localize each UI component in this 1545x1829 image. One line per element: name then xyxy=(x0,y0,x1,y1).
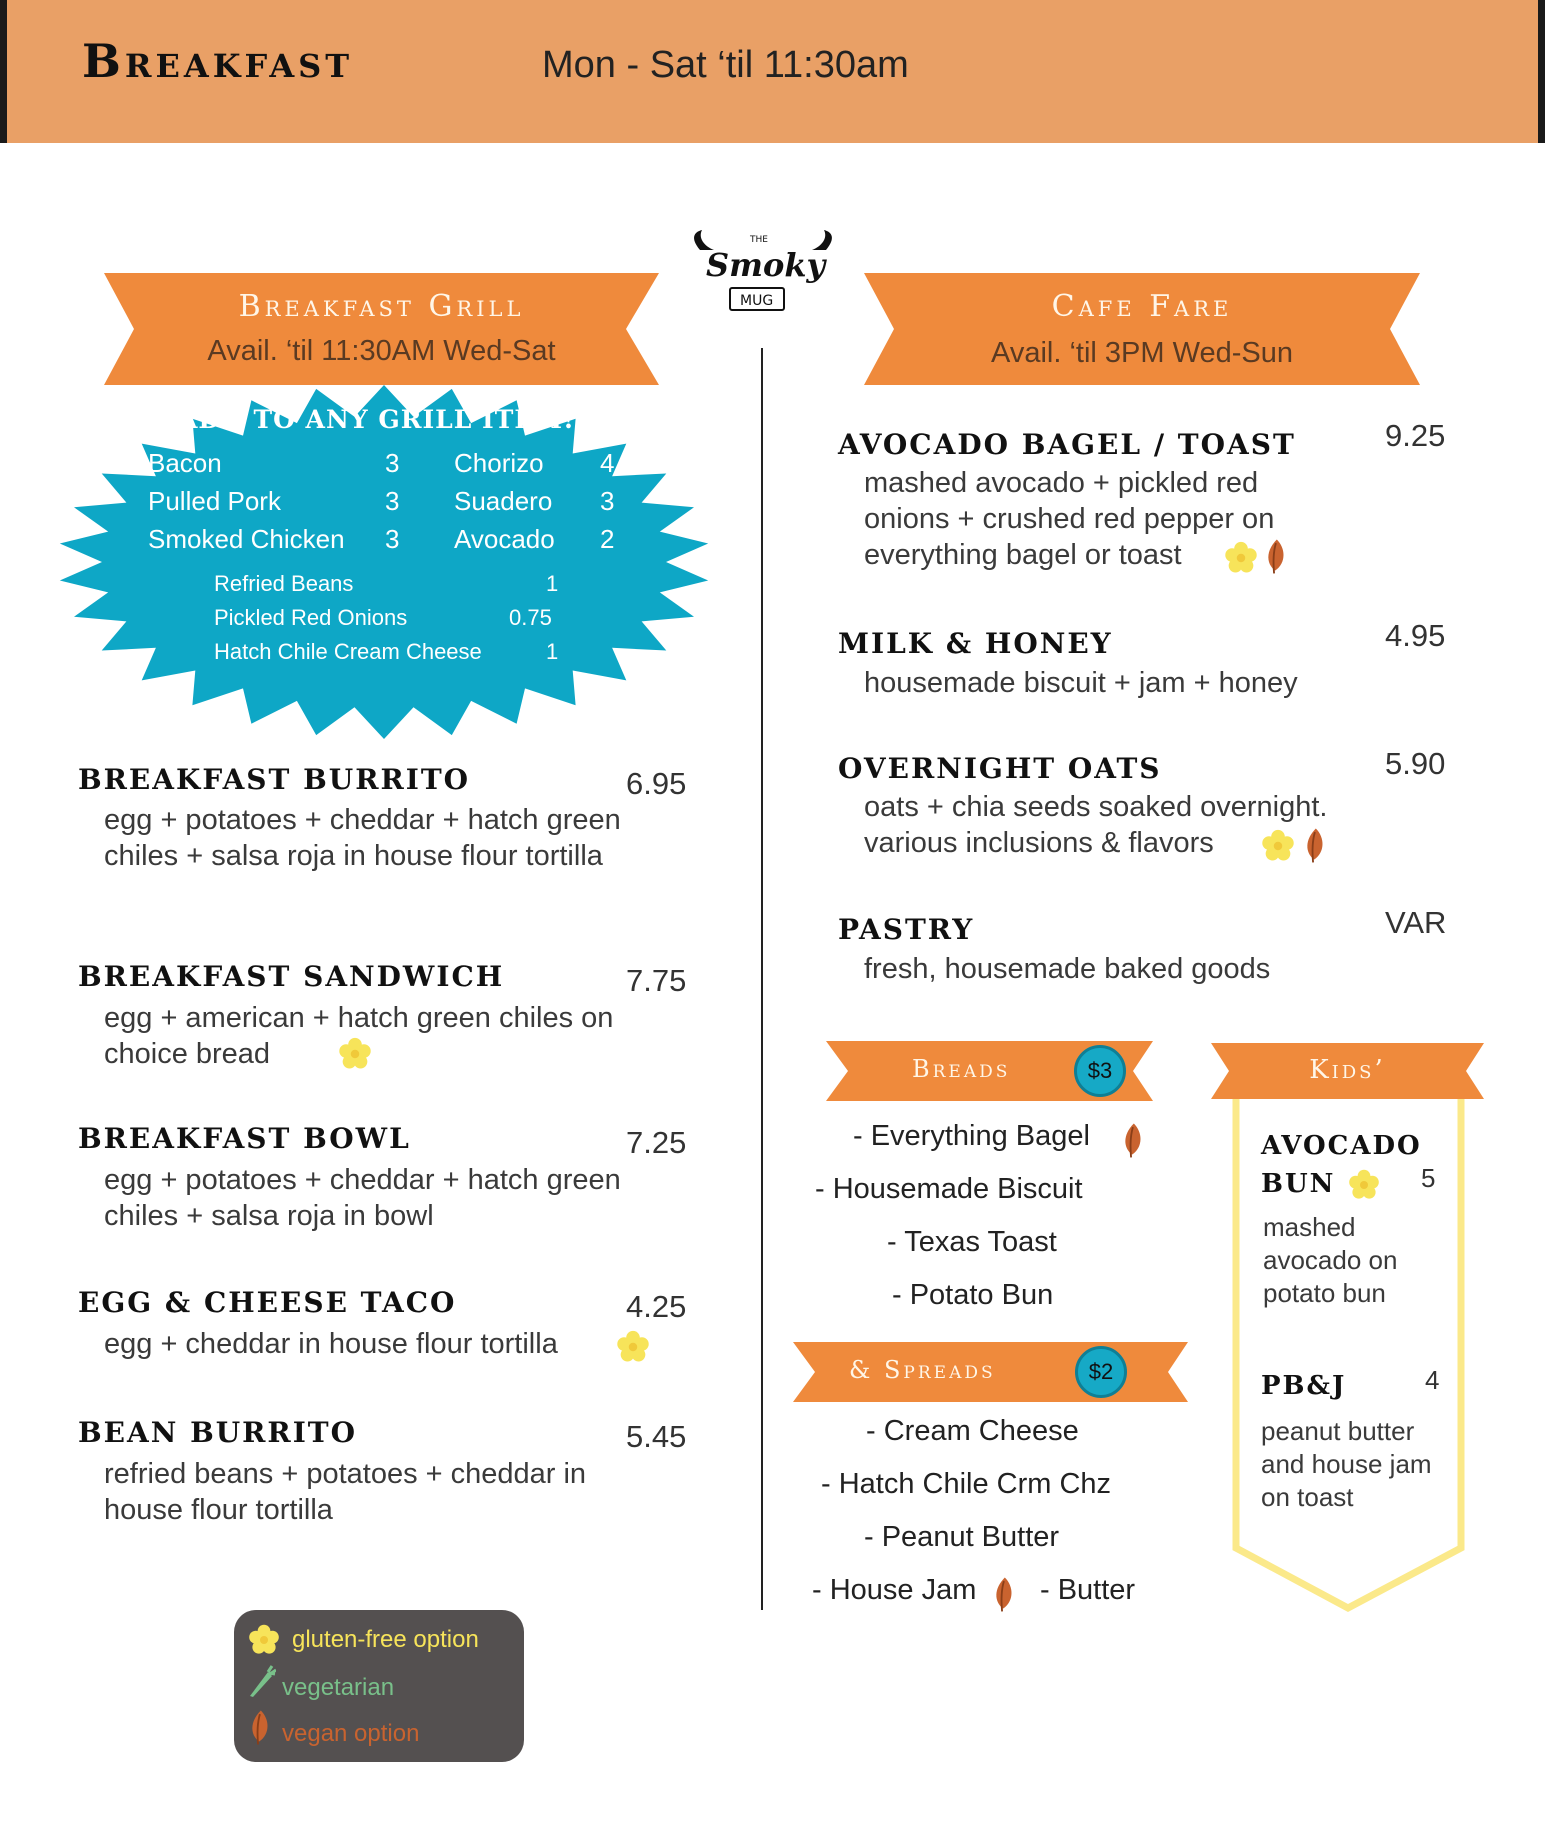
item-egg-cheese-taco-price: 4.25 xyxy=(626,1289,687,1324)
item-breakfast-burrito-desc: egg + potatoes + cheddar + hatch green chiles + salsa roja in house flour tortilla xyxy=(104,804,621,872)
item-bean-burrito-name: BEAN BURRITO xyxy=(78,1416,358,1449)
item-egg-cheese-taco-name: EGG & CHEESE TACO xyxy=(78,1286,457,1319)
item-breakfast-bowl-price: 7.25 xyxy=(626,1125,687,1160)
flower-icon xyxy=(616,1330,650,1364)
item-overnight-oats-name: OVERNIGHT OATS xyxy=(838,752,1162,785)
bread-potato-bun: - Potato Bun xyxy=(892,1279,1054,1311)
cafe-fare-title: Cafe Fare xyxy=(1051,289,1233,324)
spreads-price-badge: $2 xyxy=(1075,1346,1127,1398)
item-breakfast-sandwich-price: 7.75 xyxy=(626,963,687,998)
svg-text:MUG: MUG xyxy=(740,293,774,309)
cafe-fare-banner xyxy=(864,273,1420,385)
item-bean-burrito-price: 5.45 xyxy=(626,1419,687,1454)
addons-starburst xyxy=(58,385,711,740)
kids-avocado-bun-price: 5 xyxy=(1421,1163,1436,1193)
addon-hatch-chile-cream-cheese-price: 1 xyxy=(546,639,559,664)
svg-text:THE: THE xyxy=(750,235,768,245)
smoky-mug-logo xyxy=(688,228,838,318)
leaf-icon xyxy=(992,1574,1014,1614)
breakfast-grill-title: Breakfast Grill xyxy=(238,289,525,324)
item-breakfast-sandwich-name: BREAKFAST SANDWICH xyxy=(78,960,505,993)
addon-smoked-chicken-price: 3 xyxy=(385,524,400,554)
flower-icon xyxy=(1261,829,1295,863)
legend-vegan: vegan option xyxy=(282,1720,420,1747)
leaf-icon xyxy=(1264,536,1286,576)
addon-suadero: Suadero xyxy=(454,486,553,516)
addon-pulled-pork: Pulled Pork xyxy=(148,486,281,516)
item-breakfast-bowl-desc: egg + potatoes + cheddar + hatch green chiles + salsa roja in bowl xyxy=(104,1164,621,1232)
breakfast-grill-banner xyxy=(104,273,659,385)
page-subtitle: Mon - Sat ‘til 11:30am xyxy=(542,44,909,86)
flower-icon xyxy=(248,1624,280,1656)
addon-bacon-price: 3 xyxy=(385,448,400,478)
kids-title: Kids’ xyxy=(1309,1055,1386,1085)
breakfast-grill-subtitle: Avail. ‘til 11:30AM Wed-Sat xyxy=(207,335,556,367)
cafe-fare-subtitle: Avail. ‘til 3PM Wed-Sun xyxy=(991,337,1293,369)
addon-refried-beans: Refried Beans xyxy=(214,571,354,596)
addon-suadero-price: 3 xyxy=(600,486,615,516)
column-divider xyxy=(761,348,763,1610)
bread-everything-bagel: - Everything Bagel xyxy=(853,1120,1090,1152)
kids-section xyxy=(1211,1043,1484,1613)
carrot-icon xyxy=(246,1664,276,1698)
item-pastry-price: VAR xyxy=(1385,905,1447,940)
item-bean-burrito-desc: refried beans + potatoes + cheddar in house flour tortilla xyxy=(104,1458,587,1526)
addon-chorizo: Chorizo xyxy=(454,448,544,478)
addon-chorizo-price: 4 xyxy=(600,448,615,478)
item-milk-honey-name: MILK & HONEY xyxy=(838,627,1113,660)
addon-pulled-pork-price: 3 xyxy=(385,486,400,516)
item-breakfast-burrito-price: 6.95 xyxy=(626,766,687,801)
flower-icon xyxy=(1348,1169,1380,1201)
kids-pbj-name: PB&J xyxy=(1261,1371,1347,1401)
item-avocado-bagel-desc: mashed avocado + pickled red onions + crushed red pepper on everything bagel or toast xyxy=(864,467,1275,571)
page-title: Breakfast xyxy=(82,34,354,88)
spreads-banner xyxy=(793,1342,1188,1402)
kids-pbj-price: 4 xyxy=(1425,1365,1440,1395)
addon-pickled-red-onions: Pickled Red Onions xyxy=(214,605,408,630)
addon-bacon: Bacon xyxy=(148,448,222,478)
spread-butter: - Butter xyxy=(1040,1574,1136,1606)
leaf-icon xyxy=(1121,1120,1143,1160)
spread-peanut-butter: - Peanut Butter xyxy=(864,1521,1060,1553)
item-breakfast-bowl-name: BREAKFAST BOWL xyxy=(78,1122,411,1155)
item-egg-cheese-taco-desc: egg + cheddar in house flour tortilla xyxy=(104,1328,558,1360)
spreads-title: & Spreads xyxy=(849,1356,996,1384)
breads-banner xyxy=(826,1041,1153,1101)
item-breakfast-burrito-name: BREAKFAST BURRITO xyxy=(78,763,471,796)
legend-gluten-free: gluten-free option xyxy=(292,1626,479,1653)
addon-hatch-chile-cream-cheese: Hatch Chile Cream Cheese xyxy=(214,639,482,664)
svg-text:Smoky: Smoky xyxy=(706,246,826,284)
kids-avocado-bun-desc: mashed avocado on potato bun xyxy=(1263,1212,1398,1308)
addon-avocado-price: 2 xyxy=(600,524,615,554)
kids-avocado-bun-name-line1: AVOCADO xyxy=(1261,1131,1422,1161)
legend-vegetarian: vegetarian xyxy=(282,1674,395,1701)
leaf-icon xyxy=(248,1708,270,1746)
kids-pbj-desc: peanut butter and house jam on toast xyxy=(1261,1416,1432,1512)
kids-avocado-bun-name-line2: BUN xyxy=(1261,1169,1336,1199)
leaf-icon xyxy=(1303,825,1325,865)
spread-hatch-chile: - Hatch Chile Crm Chz xyxy=(821,1468,1112,1500)
addons-title: ADD TO ANY GRILL ITEM! xyxy=(178,405,576,434)
item-avocado-bagel-name: AVOCADO BAGEL / TOAST xyxy=(838,428,1296,461)
item-milk-honey-price: 4.95 xyxy=(1385,618,1446,653)
item-overnight-oats-price: 5.90 xyxy=(1385,746,1446,781)
item-overnight-oats-desc: oats + chia seeds soaked overnight. various inclusions & flavors xyxy=(864,791,1328,859)
addon-avocado: Avocado xyxy=(454,524,555,554)
item-avocado-bagel-price: 9.25 xyxy=(1385,418,1446,453)
bread-texas-toast: - Texas Toast xyxy=(887,1226,1057,1258)
bread-housemade-biscuit: - Housemade Biscuit xyxy=(815,1173,1083,1205)
flower-icon xyxy=(338,1037,372,1071)
breads-price-badge: $3 xyxy=(1074,1045,1126,1097)
item-milk-honey-desc: housemade biscuit + jam + honey xyxy=(864,667,1298,699)
spread-house-jam: - House Jam xyxy=(812,1574,977,1606)
flower-icon xyxy=(1224,541,1258,575)
breads-title: Breads xyxy=(912,1055,1011,1083)
item-pastry-desc: fresh, housemade baked goods xyxy=(864,953,1271,985)
addon-smoked-chicken: Smoked Chicken xyxy=(148,524,345,554)
item-pastry-name: PASTRY xyxy=(838,913,975,946)
addon-pickled-red-onions-price: 0.75 xyxy=(509,605,552,630)
legend xyxy=(234,1610,524,1762)
spread-cream-cheese: - Cream Cheese xyxy=(866,1415,1079,1447)
item-breakfast-sandwich-desc: egg + american + hatch green chiles on choice bread xyxy=(104,1002,614,1070)
addon-refried-beans-price: 1 xyxy=(546,571,559,596)
